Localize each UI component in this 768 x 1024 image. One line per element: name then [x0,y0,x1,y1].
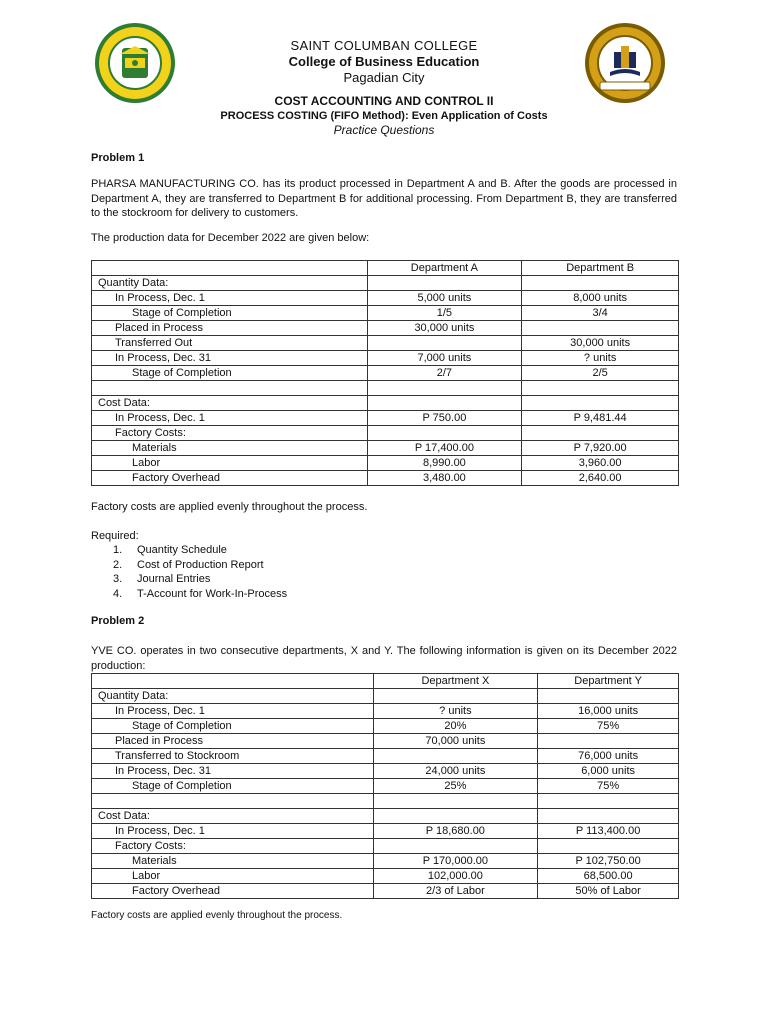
table-row [92,411,679,426]
required-item-text: T-Account for Work-In-Process [137,587,288,600]
row-value: P 170,000.00 [373,854,538,869]
row-value [373,839,538,854]
problem1-title: Problem 1 [91,152,145,164]
table-row [92,366,679,381]
table-row [92,749,679,764]
row-value [522,321,679,336]
row-value [367,336,522,351]
table-row [92,839,679,854]
table-row [92,779,679,794]
row-value [538,794,679,809]
table-row [92,689,679,704]
table-row [92,351,679,366]
row-value: 25% [373,779,538,794]
problem2-description: YVE CO. operates in two consecutive departments, X and Y. The following information is given on its December 2022 production: [91,645,677,672]
row-label [92,794,374,809]
row-value: 5,000 units [367,291,522,306]
row-value [367,276,522,291]
topic-title: PROCESS COSTING (FIFO Method): Even Application of Costs [220,110,548,122]
table-header-row [92,261,679,276]
table-row [92,734,679,749]
required-item-text: Cost of Production Report [137,558,264,571]
required-item [91,572,677,587]
row-label: In Process, Dec. 1 [92,411,368,426]
row-label: Factory Costs: [92,839,374,854]
course-title: COST ACCOUNTING AND CONTROL II [274,94,494,108]
table-row [92,396,679,411]
subtitle: Practice Questions [333,123,435,137]
table-row [92,809,679,824]
row-value [373,749,538,764]
row-value: 6,000 units [538,764,679,779]
table-row [92,336,679,351]
table-row [92,441,679,456]
row-label: In Process, Dec. 1 [92,704,374,719]
required-item-number: 3. [113,573,123,585]
row-value [538,734,679,749]
required-item [91,587,677,602]
row-value [538,839,679,854]
row-value [522,426,679,441]
row-value: 8,000 units [522,291,679,306]
row-value: 7,000 units [367,351,522,366]
problem2-note: Factory costs are applied evenly throughout the process. [91,910,343,921]
row-value: 3,480.00 [367,471,522,486]
row-value: P 7,920.00 [522,441,679,456]
problem1-description: PHARSA MANUFACTURING CO. has its product processed in Department A and B. After the goods are processed in Department A, they are transferred to Department B for additional processing. From Department B, they are transferred to the stockroom for delivery to customers. [91,178,677,219]
table-row [92,306,679,321]
table-row [92,719,679,734]
table-header-row [92,674,679,689]
row-label: Quantity Data: [92,689,374,704]
row-value: 2/3 of Labor [373,884,538,899]
row-value: 3,960.00 [522,456,679,471]
row-value: 2,640.00 [522,471,679,486]
problem2-title: Problem 2 [91,615,145,627]
required-item-text: Quantity Schedule [137,544,227,556]
row-value: 16,000 units [538,704,679,719]
row-label: Placed in Process [92,734,374,749]
row-label: Materials [92,441,368,456]
table-row [92,884,679,899]
row-label: In Process, Dec. 1 [92,291,368,306]
row-value: 30,000 units [367,321,522,336]
row-value: 1/5 [367,306,522,321]
row-value: 3/4 [522,306,679,321]
table-row [92,794,679,809]
document-titles [0,94,768,138]
row-value [367,396,522,411]
row-label: Labor [92,869,374,884]
required-list [91,543,677,601]
row-value: 2/5 [522,366,679,381]
row-value: 75% [538,719,679,734]
problem1-intro: The production data for December 2022 are given below: [91,232,370,244]
row-label: Stage of Completion [92,719,374,734]
row-label: Factory Overhead [92,884,374,899]
row-value: P 17,400.00 [367,441,522,456]
table-row [92,321,679,336]
table-row [92,381,679,396]
table-row [92,291,679,306]
row-value: 8,990.00 [367,456,522,471]
table-header-cell: Department A [367,261,522,276]
table-row [92,471,679,486]
row-value: P 9,481.44 [522,411,679,426]
row-value: 24,000 units [373,764,538,779]
row-value: 50% of Labor [538,884,679,899]
document-header [0,38,768,86]
problem1-note: Factory costs are applied evenly throughout the process. [91,501,368,513]
row-value [367,426,522,441]
row-value [373,809,538,824]
row-label: Cost Data: [92,396,368,411]
table-header-cell [92,261,368,276]
row-value [522,381,679,396]
row-label [92,381,368,396]
row-label: Factory Overhead [92,471,368,486]
row-value: 2/7 [367,366,522,381]
table-row [92,456,679,471]
required-item-number: 1. [113,544,123,556]
college-name: College of Business Education [288,54,480,69]
row-value [538,809,679,824]
table-row [92,854,679,869]
row-label: Labor [92,456,368,471]
city-name: Pagadian City [343,70,425,85]
table-row [92,704,679,719]
row-value: P 113,400.00 [538,824,679,839]
row-label: Transferred to Stockroom [92,749,374,764]
required-item-text: Journal Entries [137,573,211,585]
row-value [522,396,679,411]
required-item-number: 2. [113,558,123,571]
row-value: 70,000 units [373,734,538,749]
problem1-table [91,260,679,486]
row-value: P 102,750.00 [538,854,679,869]
row-value: ? units [373,704,538,719]
school-name: SAINT COLUMBAN COLLEGE [290,38,478,53]
table-row [92,426,679,441]
required-item-number: 4. [113,587,123,600]
table-row [92,824,679,839]
row-value: ? units [522,351,679,366]
row-label: Stage of Completion [92,306,368,321]
row-label: Materials [92,854,374,869]
row-label: Placed in Process [92,321,368,336]
row-value [538,689,679,704]
row-label: Stage of Completion [92,779,374,794]
required-item [91,558,677,573]
required-item [91,543,677,558]
row-value [367,381,522,396]
table-row [92,276,679,291]
row-label: Stage of Completion [92,366,368,381]
row-value: 75% [538,779,679,794]
table-row [92,764,679,779]
row-value: 30,000 units [522,336,679,351]
table-header-cell [92,674,374,689]
row-label: In Process, Dec. 31 [92,764,374,779]
table-header-cell: Department X [373,674,538,689]
row-label: Factory Costs: [92,426,368,441]
problem2-table [91,673,679,899]
row-value: 20% [373,719,538,734]
row-label: Cost Data: [92,809,374,824]
row-value: 76,000 units [538,749,679,764]
row-label: In Process, Dec. 1 [92,824,374,839]
row-value: 102,000.00 [373,869,538,884]
row-value: P 18,680.00 [373,824,538,839]
table-header-cell: Department Y [538,674,679,689]
table-row [92,869,679,884]
row-label: In Process, Dec. 31 [92,351,368,366]
required-label: Required: [91,530,139,542]
row-value [522,276,679,291]
row-value [373,794,538,809]
row-label: Transferred Out [92,336,368,351]
row-value: P 750.00 [367,411,522,426]
row-label: Quantity Data: [92,276,368,291]
row-value: 68,500.00 [538,869,679,884]
row-value [373,689,538,704]
table-header-cell: Department B [522,261,679,276]
